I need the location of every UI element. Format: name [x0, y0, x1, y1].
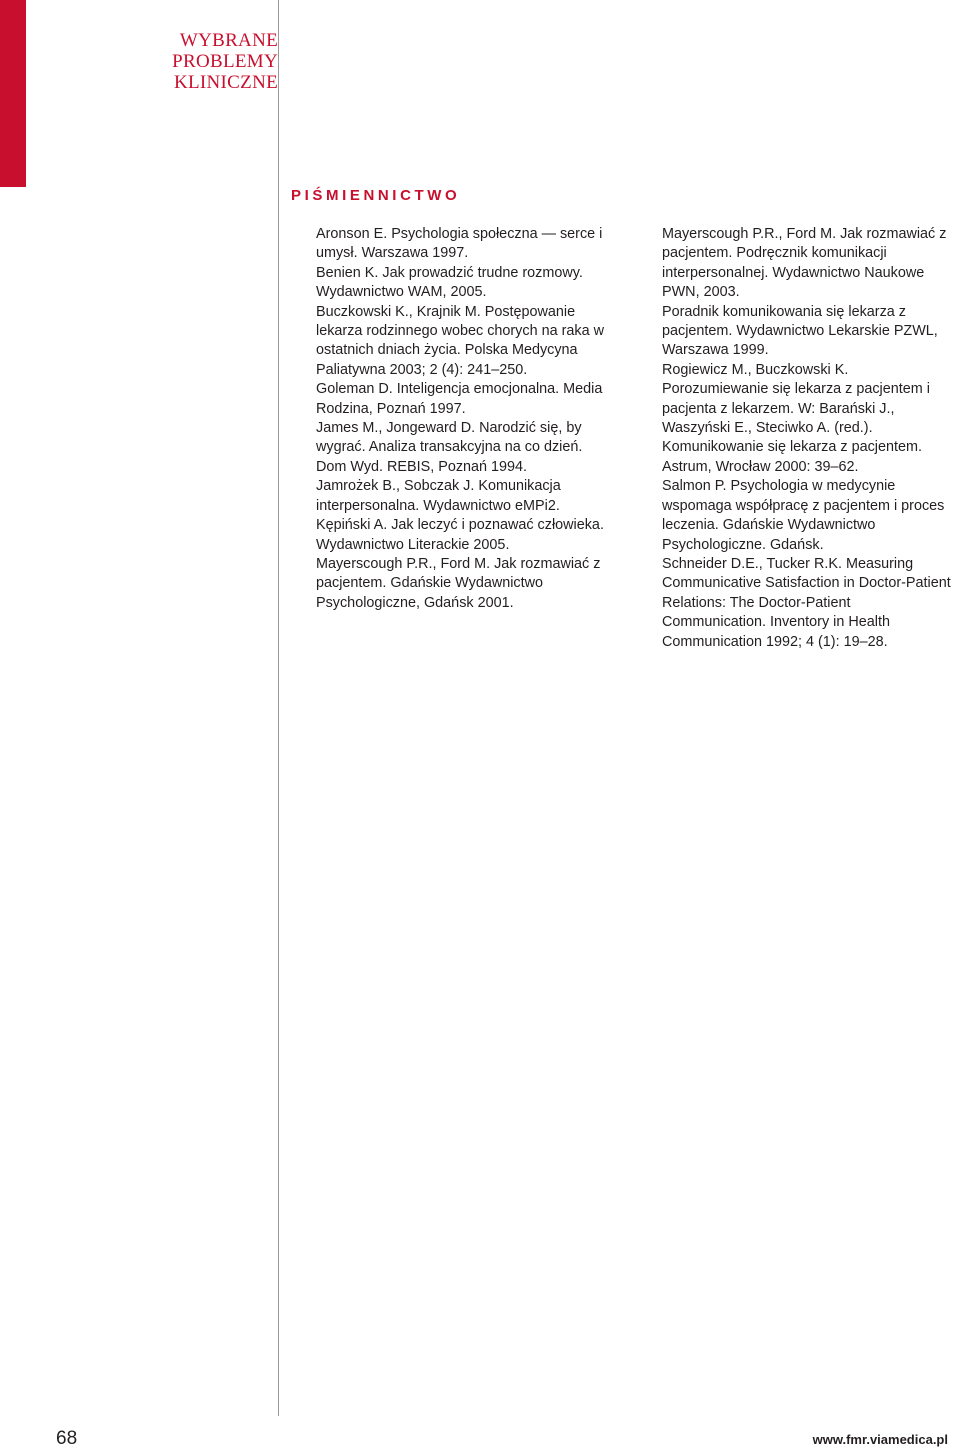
reference-item: James M., Jongeward D. Narodzić się, by wygrać. Analiza transakcyjna na co dzień. Dom Wyd. REBIS, Poznań 1994. [316, 420, 583, 475]
reference-item: Poradnik komunikowania się lekarza z pacjentem. Wydawnictwo Lekarskie PZWL, Warszawa 1999. [662, 303, 938, 359]
reference-item: Mayerscough P.R., Ford M. Jak rozmawiać z pacjentem. Gdańskie Wydawnictwo Psychologiczne, Gdańsk 2001. [316, 555, 601, 611]
red-accent-bar [0, 0, 26, 187]
references-title: PIŚMIENNICTWO [291, 187, 461, 204]
references-column-right [662, 225, 952, 652]
section-header-line-2: PROBLEMY [172, 51, 278, 72]
section-header-line-1: WYBRANE [179, 30, 278, 51]
reference-item: Aronson E. Psychologia społeczna — serce i umysł. Warszawa 1997. [316, 226, 603, 262]
reference-item: Benien K. Jak prowadzić trudne rozmowy. Wydawnictwo WAM, 2005. [316, 264, 583, 301]
page-number: 68 [56, 1428, 78, 1449]
reference-item: Rogiewicz M., Buczkowski K. Porozumiewanie się lekarza z pacjentem i pacjenta z lekarzem. W: Barański J., Waszyński E., Steciwko A. (red.). Komunikowanie się lekarza z pacjentem. Astrum, Wrocław 2000: 39–62. [662, 361, 930, 475]
reference-item: Salmon P. Psychologia w medycynie wspomaga współpracę z pacjentem i proces leczenia. Gdańskie Wydawnictwo Psychologiczne. Gdańsk. [662, 478, 945, 553]
vertical-divider [278, 0, 279, 1416]
reference-item: Goleman D. Inteligencja emocjonalna. Media Rodzina, Poznań 1997. [316, 381, 603, 417]
reference-item: Mayerscough P.R., Ford M. Jak rozmawiać z pacjentem. Podręcznik komunikacji interpersonalnej. Wydawnictwo Naukowe PWN, 2003. [662, 226, 947, 301]
footer-url: www.fmr.viamedica.pl [812, 1432, 948, 1447]
reference-item: Kępiński A. Jak leczyć i poznawać człowieka. Wydawnictwo Literackie 2005. [316, 517, 604, 553]
section-header-line-3: KLINICZNE [173, 72, 278, 93]
reference-item: Buczkowski K., Krajnik M. Postępowanie lekarza rodzinnego wobec chorych na raka w ostatnich dniach życia. Polska Medycyna Paliatywna 2003; 2 (4): 241–250. [316, 303, 604, 378]
reference-item: Schneider D.E., Tucker R.K. Measuring Communicative Satisfaction in Doctor-Patient Relations: The Doctor-Patient Communication. Inventory in Health Communication 1992; 4 (1): 19–28. [662, 555, 951, 650]
reference-item: Jamrożek B., Sobczak J. Komunikacja interpersonalna. Wydawnictwo eMPi2. [316, 478, 561, 514]
section-header [164, 30, 278, 93]
references-column-left [316, 225, 616, 613]
